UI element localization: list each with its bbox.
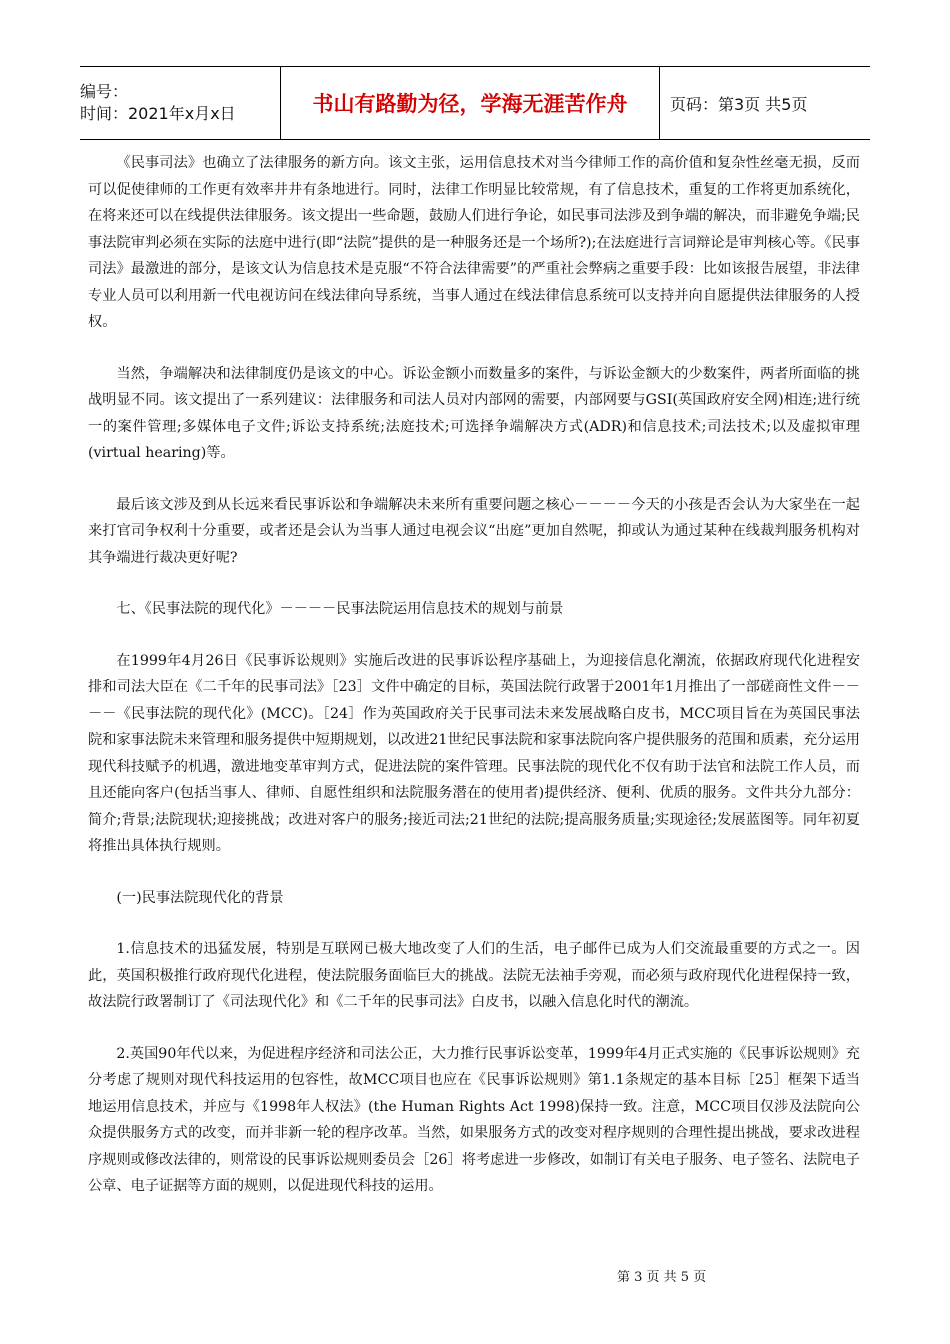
paragraph: 1.信息技术的迅猛发展，特别是互联网已极大地改变了人们的生活，电子邮件已成为人们交流最重要的方式之一。因此，英国积极推行政府现代化进程，使法院服务面临巨大的挑战。法院无法袖手旁观，而必须与政府现代化进程保持一致，故法院行政署制订了《司法现代化》和《二千年的民事司法》白皮书，以融入信息化时代的潮流。: [88, 941, 860, 1010]
document-time-label: 时间：2021年x月x日: [80, 104, 236, 123]
header-motto: 书山有路勤为径，学海无涯苦作舟: [312, 92, 628, 116]
document-body: [88, 150, 860, 1225]
page-header: [80, 66, 870, 140]
paragraph: 当然，争端解决和法律制度仍是该文的中心。诉讼金额小而数量多的案件，与诉讼金额大的少数案件，两者所面临的挑战明显不同。该文提出了一系列建议：法律服务和司法人员对内部网的需要，内部网要与GSI(英国政府安全网)相连;进行统一的案件管理;多媒体电子文件;诉讼支持系统;法庭技术;可选择争端解决方式(ADR)和信息技术;司法技术;以及虚拟审理(virtual hearing)等。: [88, 365, 860, 461]
subsection-heading: (一)民事法院现代化的背景: [116, 889, 284, 906]
paragraph: 在1999年4月26日《民事诉讼规则》实施后改进的民事诉讼程序基础上，为迎接信息化潮流，依据政府现代化进程安排和司法大臣在《二千年的民事司法》［23］文件中确定的目标，英国法院行政署于2001年1月推出了一部磋商性文件－－－－《民事法院的现代化》(MCC)。［24］作为英国政府关于民事司法未来发展战略白皮书，MCC项目旨在为英国民事法院和家事法院未来管理和服务提供中短期规划，以改进21世纪民事法院和家事法院向客户提供服务的范围和质素，充分运用现代科技赋予的机遇，激进地变革审判方式，促进法院的案件管理。民事法院的现代化不仅有助于法官和法院工作人员，而且还能向客户(包括当事人、律师、自愿性组织和法院服务潜在的使用者)提供经济、便利、优质的服务。文件共分九部分：简介;背景;法院现状;迎接挑战；改进对客户的服务;接近司法;21世纪的法院;提高服务质量;实现途径;发展蓝图等。同年初夏将推出具体执行规则。: [88, 652, 860, 854]
paragraph: 2.英国90年代以来，为促进程序经济和司法公正，大力推行民事诉讼变革，1999年4月正式实施的《民事诉讼规则》充分考虑了规则对现代科技运用的包容性，故MCC项目也应在《民事诉讼规则》第1.1条规定的基本目标［25］框架下适当地运用信息技术，并应与《1998年人权法》(the Human Rights Act 1998)保持一致。注意，MCC项目仅涉及法院向公众提供服务方式的改变，而并非新一轮的程序改革。当然，如果服务方式的改变对程序规则的合理性提出挑战，要求改进程序规则或修改法律的，则常设的民事诉讼规则委员会［26］将考虑进一步修改，如制订有关电子服务、电子签名、法院电子公章、电子证据等方面的规则，以促进现代科技的运用。: [88, 1045, 860, 1194]
paragraph: 最后该文涉及到从长远来看民事诉讼和争端解决未来所有重要问题之核心－－－－今天的小孩是否会认为大家坐在一起来打官司争权利十分重要，或者还是会认为当事人通过电视会议“出庭”更加自然呢，抑或认为通过某种在线裁判服务机构对其争端进行裁决更好呢?: [88, 496, 860, 566]
paragraph: 《民事司法》也确立了法律服务的新方向。该文主张，运用信息技术对当今律师工作的高价值和复杂性丝毫无损，反而可以促使律师的工作更有效率井井有条地进行。同时，法律工作明显比较常规，有了信息技术，重复的工作将更加系统化，在将来还可以在线提供法律服务。该文提出一些命题，鼓励人们进行争论，如民事司法涉及到争端的解决，而非避免争端;民事法院审判必须在实际的法庭中进行(即“法院”提供的是一种服务还是一个场所?);在法庭进行言词辩论是审判核心等。《民事司法》最激进的部分，是该文认为信息技术是克服“不符合法律需要”的严重社会弊病之重要手段：比如该报告展望，非法律专业人员可以利用新一代电视访问在线法律向导系统，当事人通过在线法律信息系统可以支持并向自愿提供法律服务的人授权。: [88, 155, 860, 330]
header-motto-cell: [280, 67, 660, 139]
header-meta: [80, 67, 280, 139]
page-footer: 第 3 页 共 5 页: [617, 1270, 707, 1285]
document-number-label: 编号：: [80, 82, 129, 101]
header-page-info: 页码：第3页 共5页: [670, 94, 808, 114]
section-heading: 七、《民事法院的现代化》－－－－民事法院运用信息技术的规划与前景: [116, 601, 564, 617]
